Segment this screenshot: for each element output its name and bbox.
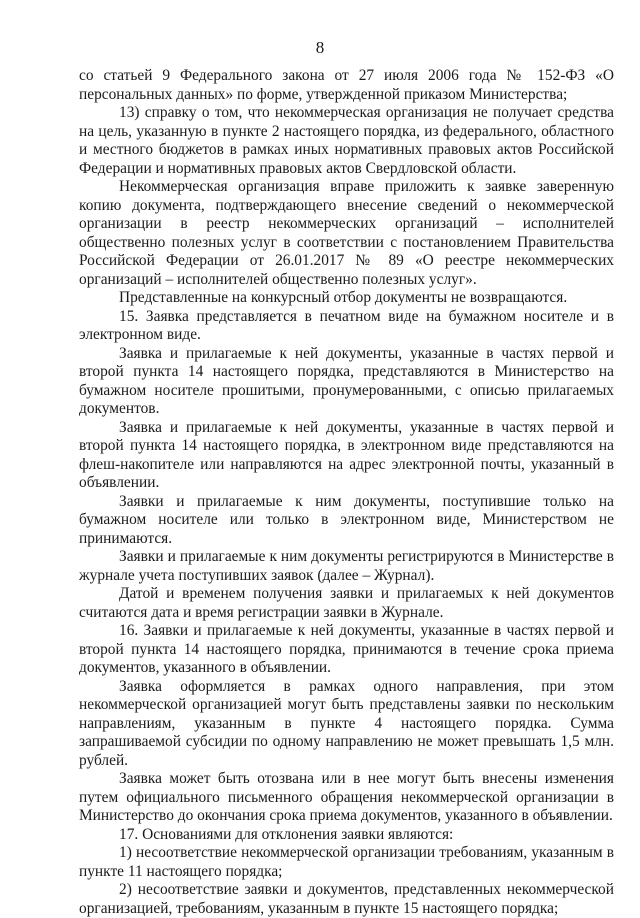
paragraph: Датой и временем получения заявки и прилагаемых к ней документов считаются дата и время регистрации заявки в Журнале.: [79, 585, 614, 621]
paragraph: 15. Заявка представляется в печатном виде на бумажном носителе и в электронном виде.: [79, 307, 614, 343]
paragraph: Заявка оформляется в рамках одного направления, при этом некоммерческой организацией могут быть представлены заявки по нескольким направлениям, указанным в пункте 4 настоящего порядка. Сумма запрашиваемой субсидии по одному направлению не может превышать 1,5 млн. рублей.: [79, 677, 614, 769]
paragraph: 1) несоответствие некоммерческой организации требованиям, указанным в пункте 11 настоящего порядка;: [79, 844, 614, 880]
paragraph: 13) справку о том, что некоммерческая организация не получает средства на цель, указанную в пункте 2 настоящего порядка, из федерального, областного и местного бюджетов в рамках иных нормативных правовых актов Российской Федерации и нормативных правовых актов Свердловской области.: [79, 104, 614, 177]
paragraph: 16. Заявки и прилагаемые к ней документы, указанные в частях первой и второй пункта 14 настоящего порядка, принимаются в течение срока приема документов, указанного в объявлении.: [79, 622, 614, 676]
paragraph: со статьей 9 Федерального закона от 27 июля 2006 года № 152-ФЗ «О персональных данных» по форме, утвержденной приказом Министерства;: [79, 67, 614, 103]
paragraph: 2) несоответствие заявки и документов, представленных некоммерческой организацией, требованиям, указанным в пункте 15 настоящего порядка;: [79, 881, 614, 917]
paragraph: Представленные на конкурсный отбор документы не возвращаются.: [119, 289, 568, 306]
paragraph: Заявки и прилагаемые к ним документы, поступившие только на бумажном носителе или только в электронном виде, Министерством не принимаются.: [79, 492, 614, 547]
paragraph: 17. Основаниями для отклонения заявки являются:: [119, 825, 454, 843]
paragraph: Некоммерческая организация вправе приложить к заявке заверенную копию документа, подтверждающего внесение сведений о некоммерческой организации в реестр некоммерческих организаций – исполнителей общественно полезных услуг в соответствии с постановлением Правительства Российской Федерации от 26.01.2017 № 89 «О реестре некоммерческих организаций – исполнителей общественно полезных услуг».: [79, 178, 614, 288]
paragraph: Заявка и прилагаемые к ней документы, указанные в частях первой и второй пункта 14 настоящего порядка, представляются в Министерство на бумажном носителе прошитыми, пронумерованными, с описью прилагаемых документов.: [79, 344, 614, 417]
paragraph: Заявка может быть отозвана или в нее могут быть внесены изменения путем официального письменного обращения некоммерческой организации в Министерство до окончания срока приема документов, указанного в объявлении.: [79, 770, 614, 824]
page-number: 8: [315, 38, 325, 57]
document-body: [79, 67, 614, 918]
paragraph: Заявка и прилагаемые к ней документы, указанные в частях первой и второй пункта 14 настоящего порядка, в электронном виде представляются на флеш-накопителе или направляются на адрес электронной почты, указанный в объявлении.: [79, 418, 614, 491]
paragraph: Заявки и прилагаемые к ним документы регистрируются в Министерстве в журнале учета поступивших заявок (далее – Журнал).: [79, 548, 614, 584]
